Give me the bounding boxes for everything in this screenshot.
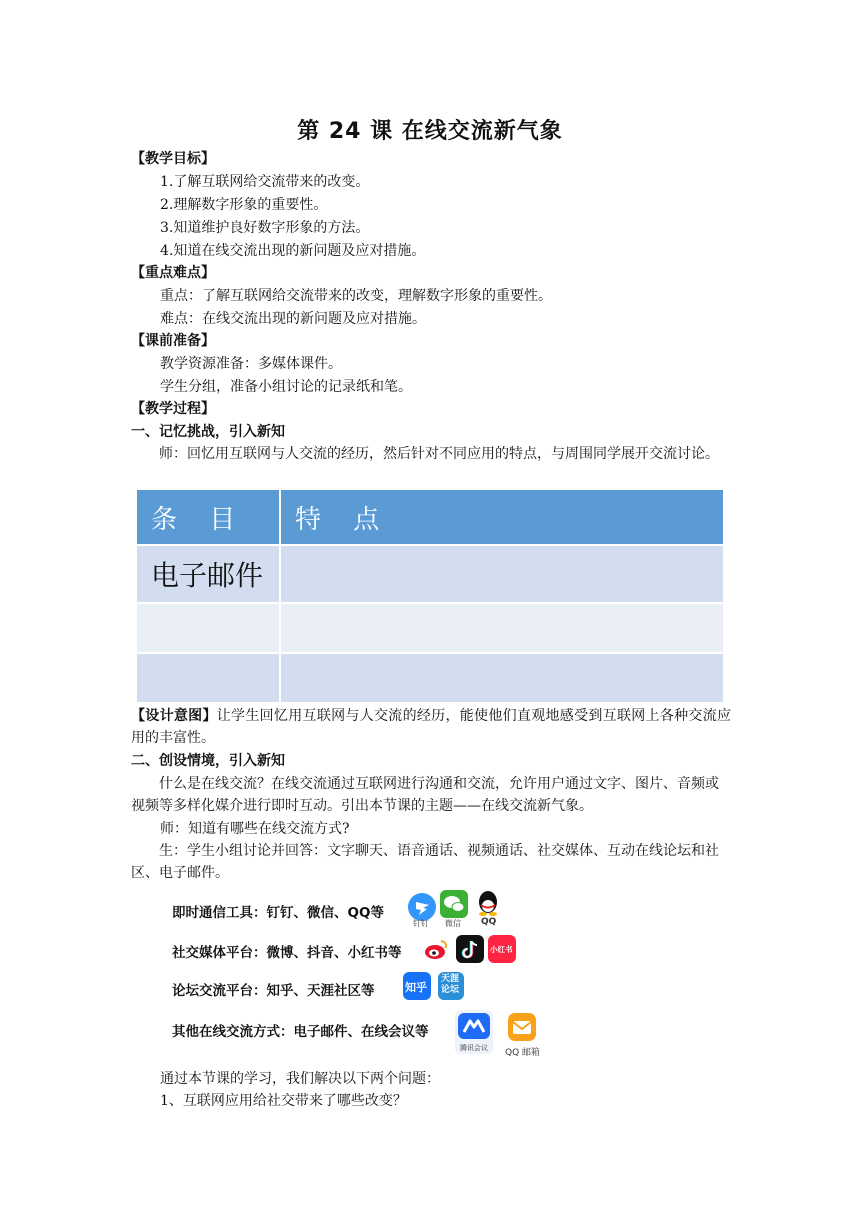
summary-text: 通过本节课的学习，我们解决以下两个问题： — [160, 1071, 440, 1087]
table-header-item: 条 目 — [136, 489, 280, 545]
qq-mail-icon — [508, 1013, 536, 1041]
app-category-social: 社交媒体平台：微博、抖音、小红书等 — [172, 945, 402, 961]
weibo-icon — [422, 935, 450, 963]
objective-item: 1.了解互联网给交流带来的改变。 — [160, 174, 370, 190]
qq-caption: QQ — [481, 917, 497, 927]
dingtalk-caption: 钉钉 — [413, 919, 429, 928]
wechat-caption: 微信 — [445, 919, 461, 928]
design-intent-text: 让学生回忆用互联网与人交流的经历，能使他们直观地感受到互联网上各种交流应用的丰富性。 — [131, 708, 732, 746]
douyin-icon — [456, 935, 484, 963]
dingtalk-icon — [408, 893, 436, 921]
table-cell — [280, 603, 724, 653]
section2-heading: 二、创设情境，引入新知 — [131, 753, 285, 769]
zhihu-caption: 知乎 — [405, 981, 427, 994]
zhihu-icon — [403, 972, 431, 1000]
objective-item: 2.理解数字形象的重要性。 — [160, 197, 328, 213]
design-intent — [131, 705, 731, 749]
key-point-item: 难点：在线交流出现的新问题及应对措施。 — [160, 311, 426, 327]
app-category-other: 其他在线交流方式：电子邮件、在线会议等 — [172, 1024, 429, 1040]
table-cell — [280, 545, 724, 603]
preparation-item: 教学资源准备：多媒体课件。 — [160, 356, 342, 372]
key-points-heading: 【重点难点】 — [131, 265, 215, 281]
section1-teacher-text: 师：回忆用互联网与人交流的经历，然后针对不同应用的特点，与周围同学展开交流讨论。 — [159, 446, 719, 462]
key-point-item: 重点：了解互联网给交流带来的改变，理解数字形象的重要性。 — [160, 288, 552, 304]
table-row — [136, 603, 724, 653]
section2-intro: 什么是在线交流？在线交流通过互联网进行沟通和交流，允许用户通过文字、图片、音频或视频等多样化媒介进行即时互动。引出本节课的主题——在线交流新气象。 — [131, 776, 719, 814]
tianya-caption: 天涯论坛 — [441, 974, 460, 995]
tencent-meeting-icon — [455, 1010, 493, 1054]
design-intent-label: 【设计意图】 — [131, 708, 217, 724]
objectives-heading: 【教学目标】 — [131, 151, 215, 167]
section1-heading: 一、记忆挑战，引入新知 — [131, 424, 285, 440]
qq-icon — [474, 889, 502, 917]
xiaohongshu-caption: 小红书 — [490, 945, 513, 954]
tencent-meeting-caption: 腾讯会议 — [460, 1044, 488, 1052]
table-row — [136, 545, 724, 603]
xiaohongshu-icon — [488, 935, 516, 963]
app-category-instant: 即时通信工具：钉钉、微信、QQ等 — [172, 905, 384, 921]
objective-item: 3.知道维护良好数字形象的方法。 — [160, 220, 370, 236]
table-cell — [136, 653, 280, 703]
question-1: 1、互联网应用给社交带来了哪些改变？ — [160, 1093, 407, 1109]
table-header-feature: 特 点 — [280, 489, 724, 545]
preparation-item: 学生分组，准备小组讨论的记录纸和笔。 — [160, 379, 412, 395]
app-category-forum: 论坛交流平台：知乎、天涯社区等 — [172, 983, 375, 999]
table-row — [136, 653, 724, 703]
objective-item: 4.知道在线交流出现的新问题及应对措施。 — [160, 243, 426, 259]
table-cell — [136, 603, 280, 653]
table-cell — [280, 653, 724, 703]
lesson-title: 第 24 课 在线交流新气象 — [297, 119, 563, 144]
wechat-icon — [440, 890, 468, 918]
table-cell: 电子邮件 — [136, 545, 280, 603]
section2-teacher-question: 师：知道有哪些在线交流方式? — [160, 821, 350, 837]
section2-student-answer: 生：学生小组讨论并回答：文字聊天、语音通话、视频通话、社交媒体、互动在线论坛和社区、电子邮件。 — [131, 843, 719, 881]
process-heading: 【教学过程】 — [131, 401, 215, 417]
tianya-icon — [438, 972, 464, 1000]
preparation-heading: 【课前准备】 — [131, 333, 215, 349]
qq-mail-caption: QQ 邮箱 — [505, 1048, 541, 1058]
features-table — [135, 488, 725, 704]
